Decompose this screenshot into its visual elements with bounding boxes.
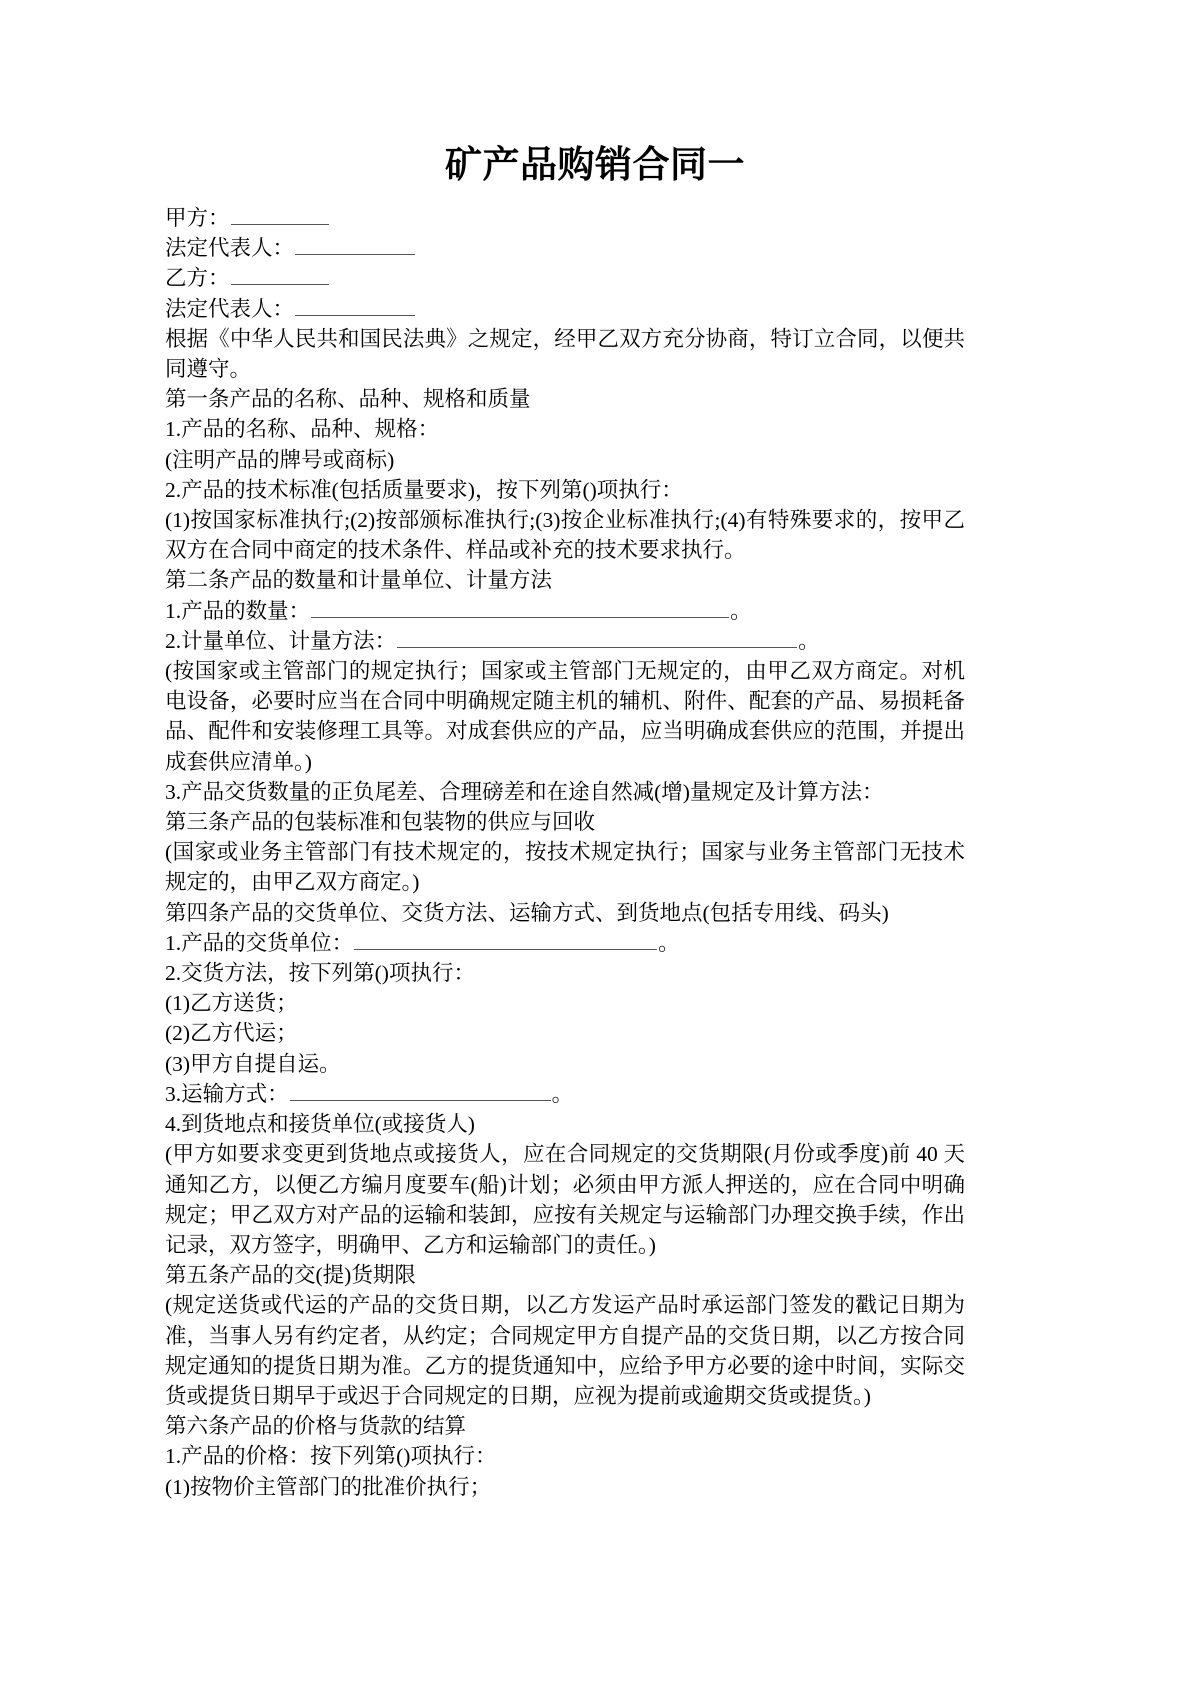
party-blank-yifang-rep[interactable] xyxy=(295,298,415,316)
section-1-heading: 第一条产品的名称、品种、规格和质量 xyxy=(165,387,531,412)
section-2-item-2 xyxy=(165,626,965,656)
section-4-item-1-period: 。 xyxy=(658,930,680,955)
section-4-item-3-blank[interactable] xyxy=(290,1083,551,1101)
section-3-heading: 第三条产品的包装标准和包装物的供应与回收 xyxy=(165,810,596,835)
section-1-item-2: 2.产品的技术标准(包括质量要求)，按下列第()项执行： xyxy=(165,477,683,502)
section-4-option-3: (3)甲方自提自运。 xyxy=(165,1051,341,1076)
party-label: 法定代表人： xyxy=(165,236,295,261)
section-2-item-1-period: 。 xyxy=(730,598,752,623)
section-4-item-4: 4.到货地点和接货单位(或接货人) xyxy=(165,1112,475,1137)
party-label: 甲方： xyxy=(165,206,230,230)
section-2-note: (按国家或主管部门的规定执行；国家或主管部门无规定的，由甲乙双方商定。对机电设备，必要时应当在合同中明确规定随主机的辅机、附件、配套的产品、易损耗备品、配件和安装修理工具等。对成套供应的产品，应当明确成套供应的范围，并提出成套供应清单。) xyxy=(165,659,965,774)
section-5-note: (规定送货或代运的产品的交货日期，以乙方发运产品时承运部门签发的戳记日期为准，当事人另有约定者，从约定；合同规定甲方自提产品的交货日期，以乙方按合同规定通知的提货日期为准。乙方的提货通知中，应给予甲方必要的途中时间，实际交货或提货日期早于或迟于合同规定的日期，应视为提前或逾期交货或提货。) xyxy=(165,1293,965,1408)
section-2-item-1 xyxy=(165,596,965,626)
section-2-item-1-label: 1.产品的数量： xyxy=(165,598,311,623)
section-2-item-3: 3.产品交货数量的正负尾差、合理磅差和在途自然减(增)量规定及计算方法： xyxy=(165,779,884,804)
party-line-yifang xyxy=(165,263,965,293)
section-2-item-2-period: 。 xyxy=(798,628,820,653)
section-4-item-1 xyxy=(165,928,965,958)
section-1-item-1: 1.产品的名称、品种、规格： xyxy=(165,417,440,442)
section-4-heading: 第四条产品的交货单位、交货方法、运输方式、到货地点(包括专用线、码头) xyxy=(165,900,889,925)
party-line-jiafang xyxy=(165,203,965,233)
section-6-heading: 第六条产品的价格与货款的结算 xyxy=(165,1414,467,1439)
section-3-note: (国家或业务主管部门有技术规定的，按技术规定执行；国家与业务主管部门无技术规定的，由甲乙双方商定。) xyxy=(165,840,965,895)
party-blank-jiafang-rep[interactable] xyxy=(295,237,415,255)
section-2-item-1-blank[interactable] xyxy=(311,600,729,618)
section-6-option-1: (1)按物价主管部门的批准价执行； xyxy=(165,1474,492,1499)
party-line-jiafang-rep xyxy=(165,233,965,263)
section-4-item-3-label: 3.运输方式： xyxy=(165,1081,289,1106)
party-line-yifang-rep xyxy=(165,294,965,324)
section-4-item-1-label: 1.产品的交货单位： xyxy=(165,930,354,955)
party-label: 乙方： xyxy=(165,266,230,291)
section-4-option-1: (1)乙方送货； xyxy=(165,991,298,1016)
section-4-item-3 xyxy=(165,1079,965,1109)
section-2-item-2-label: 2.计量单位、计量方法： xyxy=(165,628,397,653)
party-blank-jiafang[interactable] xyxy=(231,207,329,225)
document-body xyxy=(165,203,965,1502)
section-6-item-1: 1.产品的价格：按下列第()项执行： xyxy=(165,1444,497,1469)
section-4-item-3-period: 。 xyxy=(551,1081,574,1106)
preamble-paragraph: 根据《中华人民共和国民法典》之规定，经甲乙双方充分协商，特订立合同，以便共同遵守。 xyxy=(165,326,965,382)
section-1-note: (注明产品的牌号或商标) xyxy=(165,447,395,472)
section-4-item-2: 2.交货方法，按下列第()项执行： xyxy=(165,961,475,986)
page-title: 矿产品购销合同一 xyxy=(445,145,745,186)
party-label: 法定代表人： xyxy=(165,296,295,321)
section-4-item-1-blank[interactable] xyxy=(354,932,657,950)
section-4-note: (甲方如要求变更到货地点或接货人，应在合同规定的交货期限(月份或季度)前 40 天通知乙方，以便乙方编月度要车(船)计划；必须由甲方派人押送的，应在合同中明确规定；甲乙双方对产品的运输和装卸，应按有关规定与运输部门办理交换手续，作出记录，双方签字，明确甲、乙方和运输部门的责任。) xyxy=(165,1142,965,1257)
section-4-option-2: (2)乙方代运； xyxy=(165,1021,298,1046)
section-1-item-2-options: (1)按国家标准执行;(2)按部颁标准执行;(3)按企业标准执行;(4)有特殊要求的，按甲乙双方在合同中商定的技术条件、样品或补充的技术要求执行。 xyxy=(165,508,965,563)
section-2-heading: 第二条产品的数量和计量单位、计量方法 xyxy=(165,568,553,593)
party-blank-yifang[interactable] xyxy=(231,267,329,285)
section-2-item-2-blank[interactable] xyxy=(397,630,797,648)
section-5-heading: 第五条产品的交(提)货期限 xyxy=(165,1263,416,1288)
